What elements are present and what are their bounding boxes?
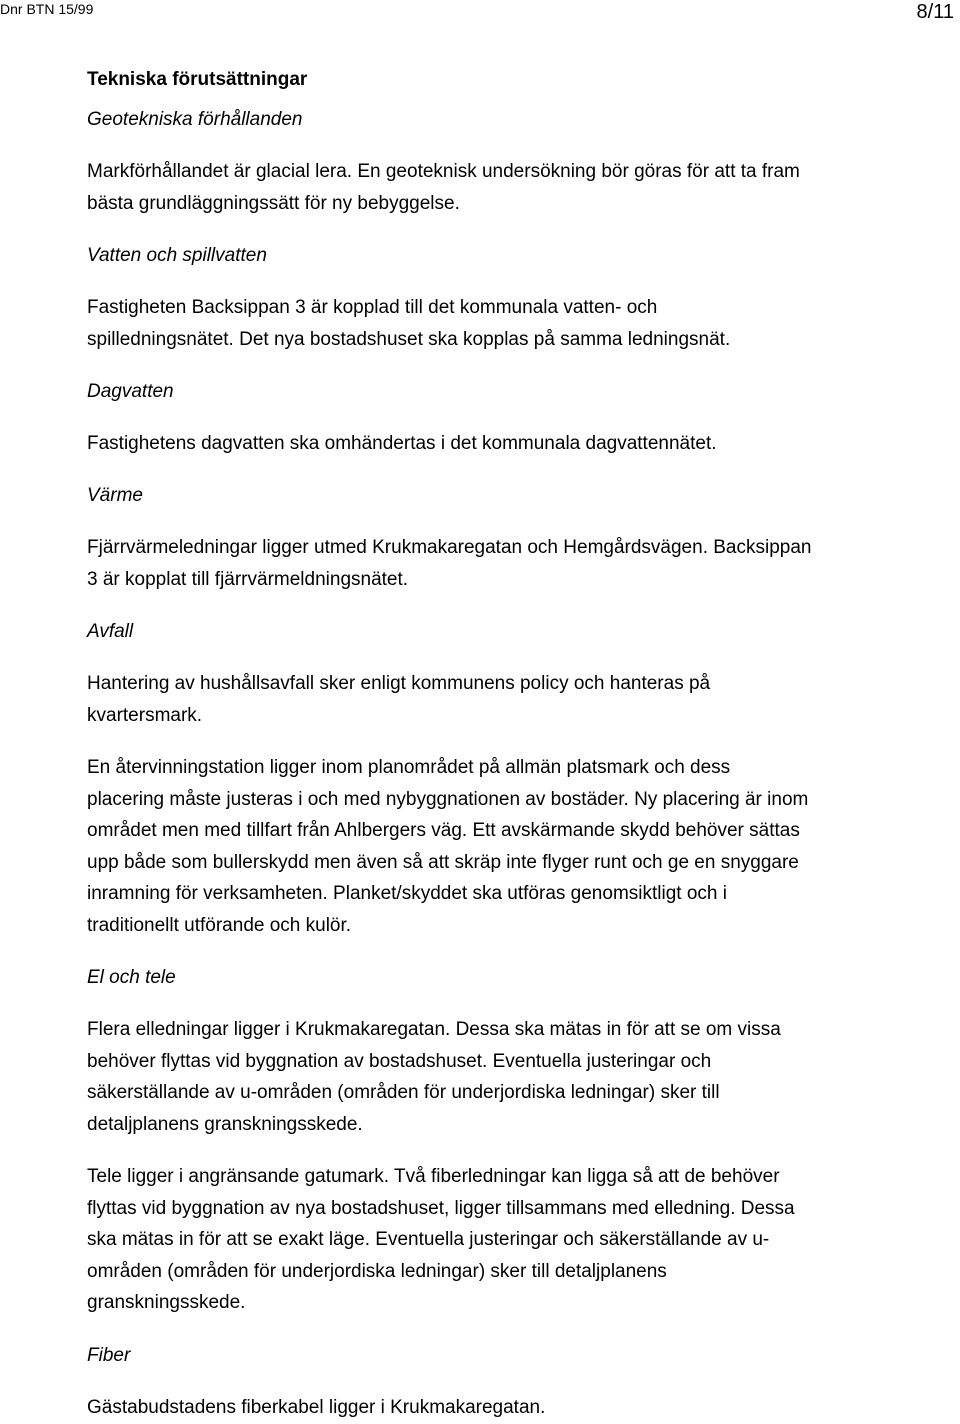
text-line: Flera elledningar ligger i Krukmakaregatan. Dessa ska mätas in för att se om vissa bbox=[87, 1019, 781, 1040]
text-line: flyttas vid byggnation av nya bostadshuset, ligger tillsammans med elledning. Dessa bbox=[87, 1197, 795, 1219]
paragraph-geotechnical bbox=[87, 156, 877, 219]
paragraph-heating bbox=[87, 532, 877, 595]
document-reference: Dnr BTN 15/99 bbox=[0, 1, 94, 17]
text-line: spilledningsnätet. Det nya bostadshuset ska kopplas på samma ledningsnät. bbox=[87, 328, 731, 350]
text-line: behöver flyttas vid byggnation av bostadshuset. Eventuella justeringar och bbox=[87, 1050, 712, 1072]
heading-water: Vatten och spillvatten bbox=[87, 245, 267, 266]
text-line: ska mätas in för att se exakt läge. Eventuella justeringar och säkerställande av u- bbox=[87, 1229, 770, 1250]
text-line: området men med tillfart från Ahlbergers väg. Ett avskärmande skydd behöver sättas bbox=[87, 820, 800, 841]
heading-geotechnical: Geotekniska förhållanden bbox=[87, 109, 303, 130]
text-line: Tele ligger i angränsande gatumark. Två fiberledningar kan ligga så att de behöver bbox=[87, 1166, 780, 1187]
paragraph-fiber bbox=[87, 1392, 877, 1424]
text-line: upp både som bullerskydd men även så att skräp inte flyger runt och ge en snyggare bbox=[87, 851, 799, 873]
text-line: detaljplanens granskningsskede. bbox=[87, 1113, 363, 1135]
text-line: granskningsskede. bbox=[87, 1292, 246, 1313]
paragraph-stormwater bbox=[87, 428, 877, 460]
heading-fiber: Fiber bbox=[87, 1345, 131, 1366]
heading-stormwater: Dagvatten bbox=[87, 381, 174, 402]
text-line: En återvinningstation ligger inom planområdet på allmän platsmark och dess bbox=[87, 757, 731, 778]
text-line: 3 är kopplat till fjärrvärmeldningsnätet. bbox=[87, 568, 409, 590]
paragraph-electricity-1 bbox=[87, 1014, 877, 1140]
section-title: Tekniska förutsättningar bbox=[87, 69, 308, 90]
text-line: Fastigheten Backsippan 3 är kopplad till det kommunala vatten- och bbox=[87, 297, 658, 318]
text-line: säkerställande av u-områden (områden för underjordiska ledningar) sker till bbox=[87, 1082, 720, 1103]
text-line: traditionellt utförande och kulör. bbox=[87, 914, 352, 936]
text-line: bästa grundläggningssätt för ny bebyggelse. bbox=[87, 192, 460, 214]
heading-heating: Värme bbox=[87, 485, 143, 506]
text-line: områden (områden för underjordiska ledningar) sker till detaljplanens bbox=[87, 1260, 667, 1282]
text-line: kvartersmark. bbox=[87, 704, 203, 726]
paragraph-waste-2 bbox=[87, 752, 877, 941]
page-number: 8/11 bbox=[916, 1, 954, 23]
text-line: inramning för verksamheten. Planket/skyddet ska utföras genomsiktligt och i bbox=[87, 883, 727, 904]
heading-electricity: El och tele bbox=[87, 967, 176, 988]
paragraph-electricity-2 bbox=[87, 1161, 877, 1319]
text-line: Gästabudstadens fiberkabel ligger i Krukmakaregatan. bbox=[87, 1397, 546, 1418]
text-line: Hantering av hushållsavfall sker enligt kommunens policy och hanteras på bbox=[87, 673, 711, 694]
heading-waste: Avfall bbox=[87, 621, 134, 642]
text-line: Fjärrvärmeledningar ligger utmed Krukmakaregatan och Hemgårdsvägen. Backsippan bbox=[87, 537, 812, 558]
paragraph-water bbox=[87, 292, 877, 355]
text-line: placering måste justeras i och med nybyggnationen av bostäder. Ny placering är inom bbox=[87, 788, 809, 810]
text-line: Fastighetens dagvatten ska omhändertas i det kommunala dagvattennätet. bbox=[87, 433, 717, 454]
text-line: Markförhållandet är glacial lera. En geoteknisk undersökning bör göras för att ta fram bbox=[87, 161, 800, 182]
paragraph-waste-1 bbox=[87, 668, 877, 731]
